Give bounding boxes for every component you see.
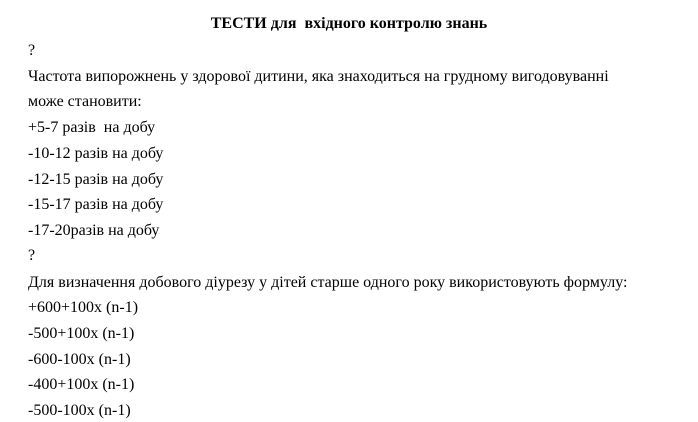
question-marker: ?	[28, 42, 36, 59]
answer-option: -10-12 разів на добу	[28, 145, 164, 162]
answer-option: -12-15 разів на добу	[28, 171, 164, 188]
answer-option: -500-100х (n-1)	[28, 402, 131, 419]
question-text: Частота випорожнень у здорової дитини, яка знаходиться на грудному вигодовуванні	[28, 68, 609, 85]
question-text-continued: може становити:	[28, 93, 142, 110]
answer-option: -15-17 разів на добу	[28, 196, 164, 213]
question-text: Для визначення добового діурезу у дітей старше одного року використовують формулу:	[28, 274, 628, 291]
document-title: ТЕСТИ для вхідного контролю знань	[210, 15, 488, 32]
answer-option: +5-7 разів на добу	[28, 119, 156, 136]
answer-option: -500+100х (n-1)	[28, 325, 135, 342]
answer-option: -600-100х (n-1)	[28, 351, 131, 368]
answer-option: +600+100х (n-1)	[28, 299, 139, 316]
answer-option: -17-20разів на добу	[28, 222, 160, 239]
question-marker: ?	[28, 247, 36, 264]
answer-option: -400+100х (n-1)	[28, 376, 135, 393]
